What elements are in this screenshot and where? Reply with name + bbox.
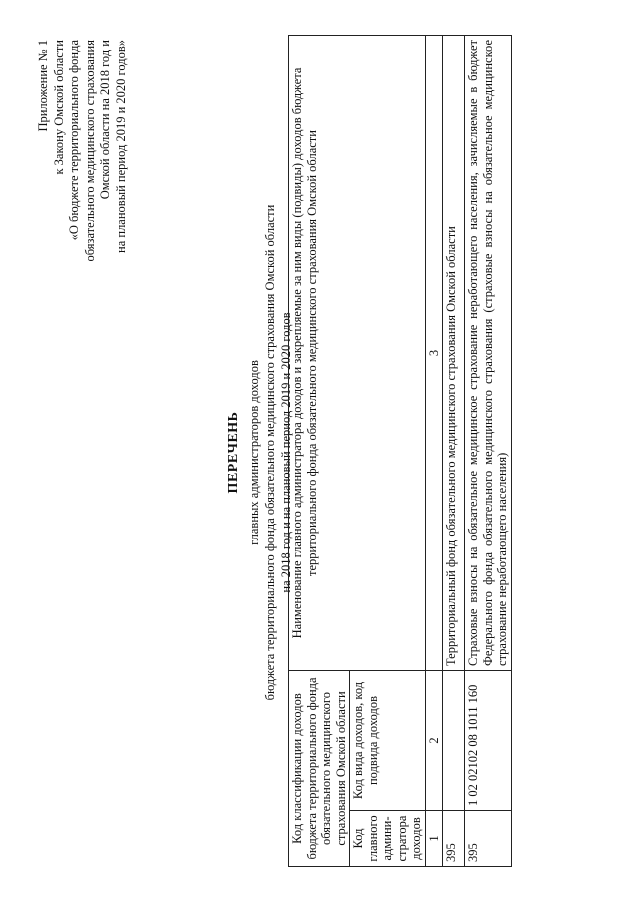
header-admin-code: Код главного админи-стратора доходов xyxy=(350,811,426,867)
header-code-group: Код классификации доходов бюджета территориального фонда обязательного медицинского страхования Омской области xyxy=(289,670,350,866)
appendix-line: Омской области на 2018 год и xyxy=(98,40,112,200)
appendix-line: Приложение № 1 xyxy=(36,40,50,132)
admin-code-cell: 395 xyxy=(465,811,512,867)
appendix-line: «О бюджете территориального фонда xyxy=(67,40,81,241)
appendix-block xyxy=(36,40,129,460)
name-cell: Страховые взносы на обязательное медицинское страхование неработающего населения, зачисляемые в бюджет Федерального фонда обязательного медицинского страхования (страховые взносы на обязательное медицинское страхование неработающего населения) xyxy=(465,36,512,671)
appendix-line: обязательного медицинского страхования xyxy=(82,40,97,262)
kind-code-cell xyxy=(443,670,465,810)
column-number: 2 xyxy=(425,670,443,810)
admin-code-cell: 395 xyxy=(443,811,465,867)
appendix-line: к Закону Омской области xyxy=(51,40,66,175)
kind-code-cell: 1 02 02102 08 1011 160 xyxy=(465,670,512,810)
table-header-row xyxy=(289,36,350,867)
document-subtitle: главных администраторов доходов xyxy=(247,360,261,545)
table-number-row xyxy=(425,36,443,867)
header-kind-code: Код вида доходов, код подвида доходов xyxy=(350,670,426,810)
administrators-table xyxy=(288,35,512,867)
table-row xyxy=(443,36,465,867)
table-row xyxy=(465,36,512,867)
column-number: 1 xyxy=(425,811,443,867)
column-number: 3 xyxy=(425,36,443,671)
header-name: Наименование главного администратора доходов и закрепляемые за ним виды (подвиды) доходов бюджета территориального фонда обязательного медицинского страхования Омской области xyxy=(289,36,426,671)
name-cell: Территориальный фонд обязательного медицинского страхования Омской области xyxy=(443,36,465,671)
document-subtitle: бюджета территориального фонда обязательного медицинского страхования Омской области xyxy=(263,204,277,701)
appendix-line: на плановый период 2019 и 2020 годов» xyxy=(113,40,128,253)
document-subtitle: на 2018 год и на плановый период 2019 и 2020 годов xyxy=(279,312,293,593)
document-heading: ПЕРЕЧЕНЬ xyxy=(226,411,241,494)
